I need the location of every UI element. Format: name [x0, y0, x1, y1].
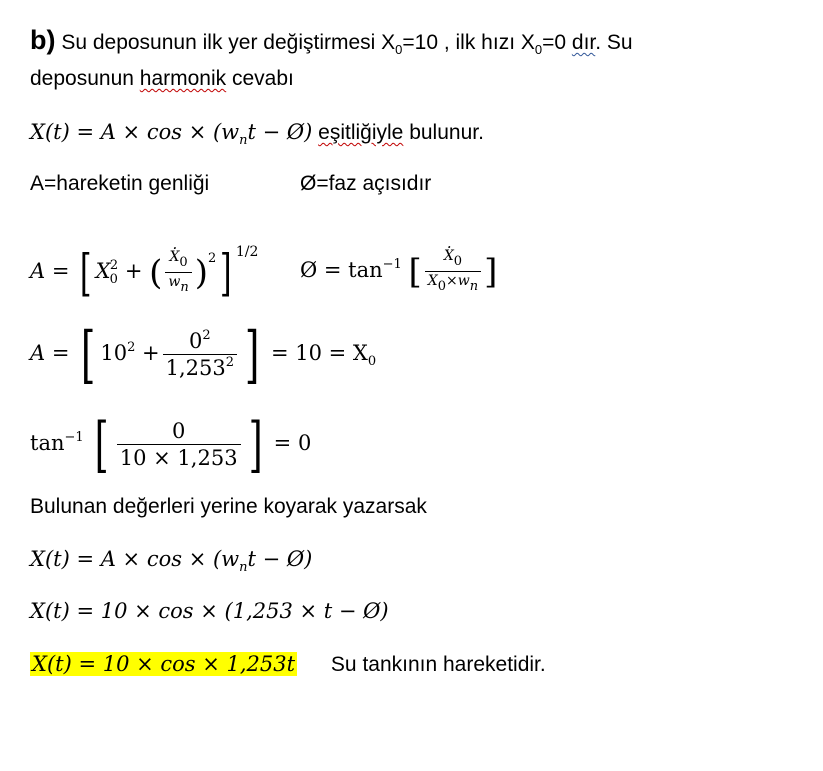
- fraction-phase: $\frac{X \cdot 0}{X0\times wn}$: [425, 248, 481, 295]
- equation-final: X(t) = 10 × cos × 1,253t Su tankının hareketidir.: [32, 652, 546, 676]
- equation-harmonic-response: $X(t) = A \times \cos \times (w_nt$ − Ø) eşitliğiyle bulunur.: [30, 120, 484, 148]
- highlighted-result: X(t) = 10 × cos × 1,253t: [32, 652, 296, 676]
- equation-general: $X(t) = A \times \cos \times (w_nt$ − Ø): [30, 547, 313, 575]
- fraction-calc-phase: $\frac{0}{10 \times 1,253}$: [117, 419, 241, 470]
- spell-flag-esitligiyle: eşitliğiyle: [318, 121, 404, 144]
- definition-amplitude: A=hareketin genliği: [30, 172, 210, 195]
- fraction-calc-a: $\frac{0^2}{1,253^2}$: [163, 329, 237, 380]
- intro-line-2: deposunun harmonik cevabı: [30, 67, 294, 90]
- grammar-flag-dir: dır: [571, 31, 596, 54]
- calculation-phase: $\tan^{-1}$ [ $\frac{0}{10 \times 1,253}$ ] = 0: [30, 409, 312, 480]
- intro-line-1: b) Su deposunun ilk yer değiştirmesi $X_0=10$ , ilk hızı $X_0=0$ dır. Su: [30, 25, 633, 57]
- definition-phase: Ø=faz açısıdır: [300, 172, 432, 195]
- result-intro: Bulunan değerleri yerine koyarak yazarsak: [30, 495, 427, 518]
- section-label: b): [30, 25, 56, 55]
- formula-phase: Ø = $\tan^{-1}$ [ $\frac{X \cdot 0}{X0\times wn}$ ]: [300, 245, 497, 295]
- equation-substituted: X(t) = 10 × cos × (1,253 × t − Ø): [30, 599, 389, 623]
- formula-amplitude: A = [ $X_0^2$ + ( $\frac{X \cdot 0}{wn}$ )$^2$] $^{1/2}$: [30, 232, 258, 300]
- calculation-amplitude: A = [ $10^2$ + $\frac{0^2}{1,253^2}$ ] = $10 = X_0$: [30, 317, 377, 391]
- spell-flag-harmonik: harmonik: [139, 67, 227, 90]
- fraction-x0dot-over-wn: $\frac{X \cdot 0}{wn}$: [165, 249, 191, 296]
